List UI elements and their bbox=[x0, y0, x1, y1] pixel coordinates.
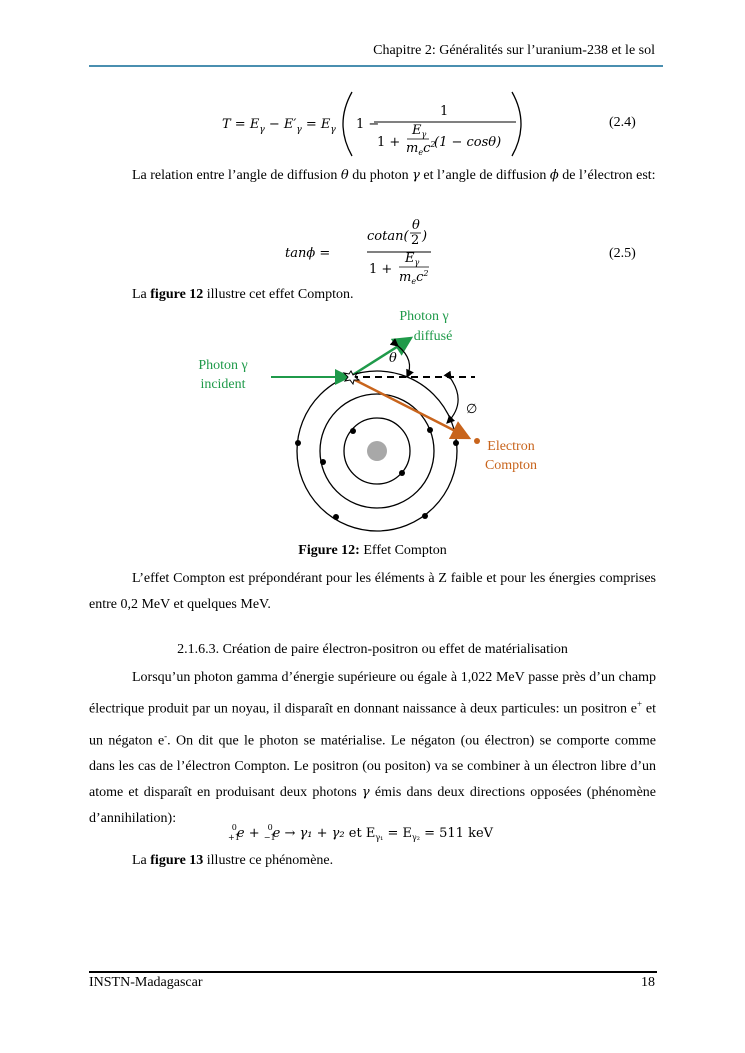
eq24-lhs: $T = E_\gamma - E'_\gamma = E_\gamma$ bbox=[222, 117, 336, 135]
compton-electron-arrow bbox=[351, 378, 469, 438]
figure-12-caption: Figure 12: Effet Compton bbox=[298, 543, 447, 558]
eq24-numerator-one: 1 bbox=[440, 104, 449, 119]
paragraph-pair-production: Lorsqu’un photon gamma d’énergie supérieure ou égale à 1,022 MeV passe près d’un champ électrique produit par un noyau, il disparaît en donnant naissance à deux particules: un positron e+ et un négaton e-. On dit que le photon se matérialise. Le négaton (ou électron) se comporte comme dans les cas de l’électron Compton. Le positron (ou positon) va se combiner à un électron libre d’un atome et disparaît en produisant deux photons γ émis dans deux directions opposées (phénomène d’annihilation): bbox=[89, 670, 657, 827]
eq25-num-cotan: cotan( bbox=[367, 229, 409, 244]
label-scattered-photon-line1: Photon γ bbox=[399, 309, 449, 324]
electron-dot bbox=[427, 427, 433, 433]
equation-2-4 bbox=[222, 88, 532, 158]
eq25-den-one-plus: 1 + bbox=[369, 262, 393, 277]
equation-2-4-number: (2.4) bbox=[609, 115, 636, 130]
eq25-den-den: $m_ec^2$ bbox=[399, 269, 429, 286]
eq24-one-minus: 1 − bbox=[356, 117, 380, 132]
paragraph-figure13-intro: La figure 13 illustre ce phénomène. bbox=[132, 853, 334, 868]
equation-2-4-svg bbox=[222, 88, 532, 158]
electron-dot bbox=[295, 440, 301, 446]
paragraph-diffusion-relation: La relation entre l’angle de diffusion θ du photon γ et l’angle de diffusion ϕ de l’électron est: bbox=[132, 168, 656, 183]
footer-rule bbox=[89, 971, 657, 973]
label-theta: θ bbox=[389, 351, 397, 366]
theta-angle-arc bbox=[398, 346, 410, 377]
eq25-num-close: ) bbox=[422, 229, 428, 244]
eq24-one-plus: 1 + bbox=[377, 135, 401, 150]
header-rule bbox=[89, 65, 663, 67]
footer-institution: INSTN-Madagascar bbox=[89, 975, 203, 990]
label-scattered-photon-line2: diffusé bbox=[413, 329, 453, 344]
compton-diagram-svg bbox=[185, 305, 565, 535]
electron-dot bbox=[350, 428, 356, 434]
electron-dot bbox=[453, 440, 459, 446]
eq24-left-paren bbox=[343, 92, 352, 156]
electron-dot bbox=[422, 513, 428, 519]
eq25-lhs: tanϕ = bbox=[285, 246, 331, 261]
electron-dot bbox=[399, 470, 405, 476]
paragraph-compton-predominance: L’effet Compton est prépondérant pour les éléments à Z faible et pour les énergies comprises entre 0,2 MeV et quelques MeV. bbox=[89, 571, 656, 612]
label-compton-electron-line2: Compton bbox=[484, 458, 538, 473]
annihilation-equation-svg bbox=[228, 820, 528, 846]
figure-12-compton-diagram bbox=[185, 305, 565, 535]
eq24-tail: (1 − cosθ) bbox=[434, 135, 502, 150]
label-phi: ∅ bbox=[466, 402, 478, 417]
eq24-inner-num: $E_\gamma$ bbox=[412, 123, 427, 139]
equation-2-5 bbox=[285, 218, 445, 290]
equation-2-5-svg bbox=[285, 218, 445, 290]
eq25-num-two: 2 bbox=[411, 233, 420, 248]
nucleus bbox=[367, 441, 387, 461]
electron-dot bbox=[333, 514, 339, 520]
label-incident-photon-line2: incident bbox=[200, 377, 246, 392]
equation-2-5-number: (2.5) bbox=[609, 246, 636, 261]
annihilation-equation-text: $_{+1}$0e + $_{-1}$0e → γ₁ + γ₂ et $E_{\gamma_1} = E_{\gamma_2} = 511$ keV bbox=[228, 823, 494, 842]
eq25-num-theta: θ bbox=[412, 218, 420, 233]
electron-dot bbox=[320, 459, 326, 465]
scattered-photon-arrow bbox=[351, 338, 411, 376]
label-compton-electron-line1: Electron bbox=[487, 439, 535, 454]
eq25-den-num: $E_\gamma$ bbox=[405, 251, 420, 267]
eq24-inner-den: $m_ec^2$ bbox=[406, 140, 436, 157]
page-header-title: Chapitre 2: Généralités sur l’uranium-238 et le sol bbox=[373, 43, 655, 58]
compton-electron-dot bbox=[474, 438, 480, 444]
page-number: 18 bbox=[641, 975, 655, 990]
annihilation-equation bbox=[228, 820, 528, 846]
subsection-title: 2.1.6.3. Création de paire électron-positron ou effet de matérialisation bbox=[177, 642, 568, 657]
paragraph-figure12-intro: La figure 12 illustre cet effet Compton. bbox=[132, 287, 354, 302]
label-incident-photon-line1: Photon γ bbox=[198, 358, 248, 373]
eq24-right-paren bbox=[512, 92, 521, 156]
